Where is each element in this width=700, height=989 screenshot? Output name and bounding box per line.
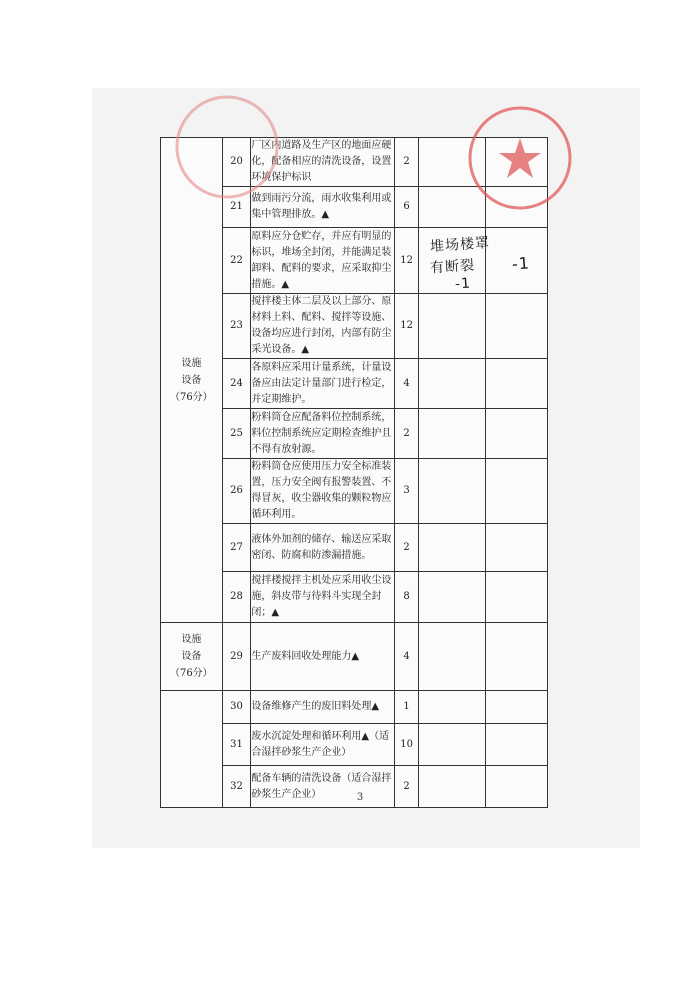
deduction-cell: [486, 294, 548, 359]
row-score: 8: [394, 572, 418, 623]
row-description: 液体外加剂的储存、输送应采取密闭、防腐和防渗漏措施。: [251, 524, 395, 572]
row-number: 29: [222, 623, 251, 691]
row-score: 4: [394, 623, 418, 691]
category-line: 设备: [181, 374, 202, 386]
row-description: 原料应分仓贮存，并应有明显的标识，堆场全封闭，并能满足装卸料、配料的要求，应采取抑尘措施。▲: [251, 228, 395, 294]
row-score: 12: [394, 228, 418, 294]
category-line: 设备: [181, 651, 202, 662]
row-description: 废水沉淀处理和循环利用▲（适合湿拌砂浆生产企业）: [251, 724, 395, 766]
page-number: 3: [356, 792, 364, 803]
deduction-cell: [486, 187, 548, 228]
row-score: 2: [394, 524, 418, 572]
note-cell: [419, 623, 486, 691]
note-cell: [419, 187, 486, 228]
handwritten-note: 堆场楼罩: [429, 234, 491, 256]
row-number: 27: [222, 524, 251, 572]
note-cell: [419, 724, 486, 766]
row-number: 24: [222, 359, 251, 409]
category-line: （76分）: [169, 668, 213, 679]
category-cell: [161, 138, 223, 623]
category-line: （76分）: [169, 391, 213, 403]
note-cell: [419, 359, 486, 409]
row-score: 10: [394, 724, 418, 766]
category-line: 设施: [181, 634, 202, 645]
row-number: 31: [222, 724, 251, 766]
row-number: 23: [222, 294, 251, 359]
note-cell: [419, 409, 486, 459]
deduction-cell: [486, 691, 548, 724]
row-score: 2: [394, 766, 418, 808]
deduction-cell: [486, 138, 548, 187]
deduction-cell: [486, 409, 548, 459]
row-number: 20: [222, 138, 251, 187]
row-score: 12: [394, 294, 418, 359]
deduction-cell: [486, 572, 548, 623]
deduction-cell: [486, 623, 548, 691]
row-description: 搅拌楼主体二层及以上部分、原材料上料、配料、搅拌等设施、设备均应进行封闭，内部有防尘采光设备。▲: [251, 294, 395, 359]
row-score: 6: [394, 187, 418, 228]
note-cell: [419, 524, 486, 572]
row-score: 4: [394, 359, 418, 409]
row-number: 28: [222, 572, 251, 623]
row-score: 3: [394, 459, 418, 524]
handwritten-note: -1: [454, 275, 472, 293]
note-cell: [419, 572, 486, 623]
row-description: 各原料应采用计量系统，计量设备应由法定计量部门进行检定，并定期维护。: [251, 359, 395, 409]
note-cell: [419, 138, 486, 187]
row-description: 粉料筒仓应配备料位控制系统，料位控制系统应定期检查维护且不得有放射源。: [251, 409, 395, 459]
deduction-cell: [486, 459, 548, 524]
category-cell: [161, 691, 223, 808]
table-row: [161, 138, 548, 187]
assessment-table: [160, 137, 548, 808]
row-description: 生产废料回收处理能力▲: [251, 623, 395, 691]
row-description: 做到雨污分流，雨水收集利用或集中管理排放。▲: [251, 187, 395, 228]
note-cell: [419, 766, 486, 808]
row-description: 配备车辆的清洗设备（适合湿拌砂浆生产企业）: [251, 766, 395, 808]
note-cell: [419, 459, 486, 524]
row-score: 2: [394, 409, 418, 459]
note-cell: [419, 691, 486, 724]
row-description: 设备维修产生的废旧料处理▲: [251, 691, 395, 724]
row-score: 2: [394, 138, 418, 187]
row-score: 1: [394, 691, 418, 724]
handwritten-note: 有断裂: [429, 257, 476, 277]
category-line: 设施: [181, 357, 202, 369]
row-number: 25: [222, 409, 251, 459]
row-number: 26: [222, 459, 251, 524]
deduction-cell: [486, 359, 548, 409]
table-row: [161, 691, 548, 724]
row-number: 21: [222, 187, 251, 228]
handwritten-deduction: -1: [511, 253, 531, 274]
category-cell: [161, 623, 223, 691]
row-number: 32: [222, 766, 251, 808]
table-row: [161, 623, 548, 691]
row-description: 搅拌楼搅拌主机处应采用收尘设施，斜皮带与待料斗实现全封闭；▲: [251, 572, 395, 623]
deduction-cell: [486, 724, 548, 766]
row-description: 厂区内道路及生产区的地面应硬化，配备相应的清洗设备，设置环境保护标识: [251, 138, 395, 187]
row-number: 30: [222, 691, 251, 724]
deduction-cell: [486, 766, 548, 808]
row-number: 22: [222, 228, 251, 294]
row-description: 粉料筒仓应使用压力安全标准装置，压力安全阀有报警装置、不得冒灰，收尘器收集的颗粒物应循环利用。: [251, 459, 395, 524]
note-cell: [419, 294, 486, 359]
deduction-cell: [486, 524, 548, 572]
